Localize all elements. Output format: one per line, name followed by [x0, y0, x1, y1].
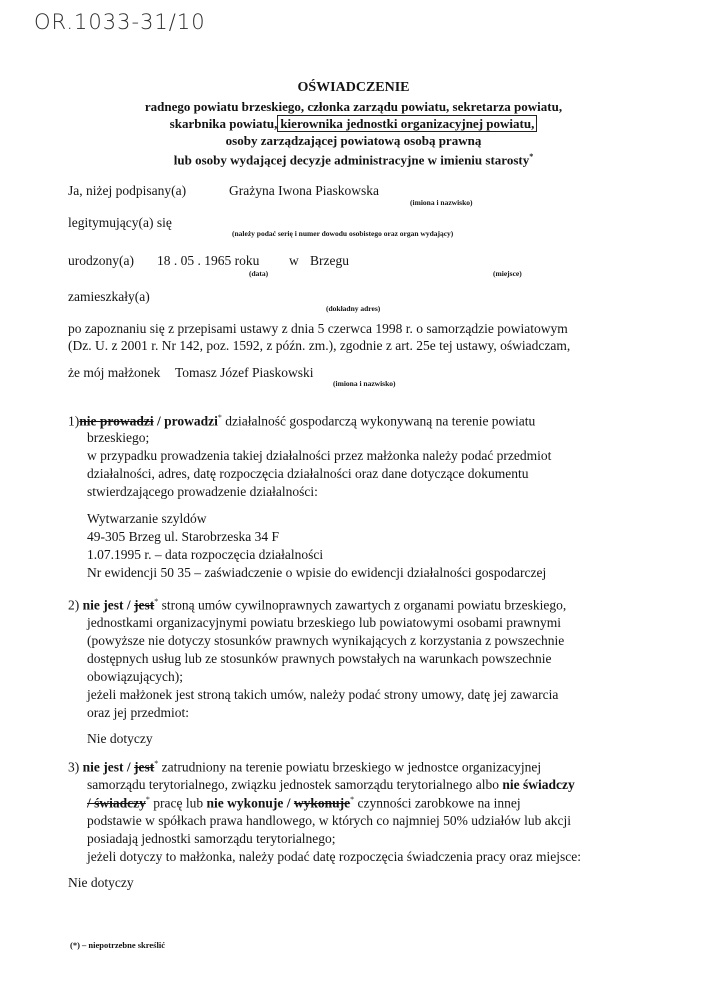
section3-line3-c: czynności zarobkowe na innej [354, 795, 521, 811]
subtitle-line4-text: lub osoby wydającej decyzje administracyjne w imieniu starosty [173, 152, 530, 168]
subtitle-line2 [0, 116, 707, 132]
section2-line: obowiązujących); [87, 669, 183, 684]
section1-answer-line: 1.07.1995 r. – data rozpoczęcia działalności [87, 547, 324, 562]
section2-line: (powyższe nie dotyczy stosunków prawnych wynikających z korzystania z powszechnie [87, 633, 565, 648]
section2-line1 [68, 597, 566, 614]
intro-line2: (Dz. U. z 2001 r. Nr 142, poz. 1592, z późn. zm.), zgodnie z art. 25e tej ustawy, oświadczam, [68, 338, 571, 353]
subtitle-line2-a: skarbnika powiatu, [169, 116, 278, 131]
section2-line: dostępnych usług lub ze stosunków prawnych powstałych na warunkach powszechnie [87, 651, 552, 666]
subtitle-boxed-phrase: kierownika jednostki organizacyjnej powiatu, [277, 115, 537, 132]
section3-number: 3) [68, 759, 80, 775]
section1-rest: działalność gospodarczą wykonywaną na terenie powiatu [221, 413, 536, 429]
section1-line3: w przypadku prowadzenia takiej działalności przez małżonka należy podać przedmiot [87, 448, 552, 463]
spouse-label: że mój małżonek [68, 365, 161, 380]
section3-line2 [87, 777, 575, 793]
section1-asterisk: * [217, 413, 222, 422]
legit-label: legitymujący(a) się [68, 215, 172, 230]
section3-asterisk: * [154, 759, 159, 768]
subtitle-line1: radnego powiatu brzeskiego, członka zarządu powiatu, sekretarza powiatu, [144, 99, 563, 114]
section2-line: oraz jej przedmiot: [87, 705, 189, 720]
address-label: zamieszkały(a) [68, 289, 150, 304]
subtitle-asterisk: * [529, 152, 534, 161]
address-hint: (dokładny adres) [326, 304, 381, 313]
date-hint: (data) [249, 269, 269, 278]
place-hint: (miejsce) [493, 269, 522, 278]
section3-line3 [87, 795, 521, 812]
spouse-hint: (imiona i nazwisko) [333, 379, 396, 388]
section2-rest: stroną umów cywilnoprawnych zawartych z organami powiatu brzeskiego, [158, 597, 567, 613]
section3-struck-option-2: / świadczy [87, 795, 146, 811]
section2-line: jeżeli małżonek jest stroną takich umów, należy podać strony umowy, datę jej zawarcia [87, 687, 559, 702]
subtitle-line3: osoby zarządzającej powiatową osobą prawną [225, 133, 482, 148]
section3-kept-option: nie jest [82, 759, 124, 775]
signer-label: Ja, niżej podpisany(a) [68, 183, 187, 198]
section3-kept-option-2: nie świadczy [502, 777, 575, 792]
section1-line4: działalności, adres, datę rozpoczęcia działalności oraz dane dotyczące dokumentu [87, 466, 529, 481]
section3-line3-a: pracę lub [149, 795, 207, 811]
section1-line2: brzeskiego; [87, 430, 150, 445]
section3-asterisk-2: * [145, 795, 150, 804]
doc-number-handwritten: OR.1033-31/10 [34, 10, 206, 34]
born-place: Brzegu [310, 253, 349, 268]
section1-separator: / [153, 413, 165, 429]
section3-kept-option-3: nie wykonuje [206, 795, 284, 811]
section1-line1 [68, 413, 535, 430]
born-label: urodzony(a) [68, 253, 134, 268]
section3-struck-option-3: wykonuje [293, 795, 351, 811]
subtitle-line4 [0, 149, 707, 168]
section2-answer: Nie dotyczy [87, 731, 153, 746]
section3-line5: posiadają jednostki samorządu terytorialnego; [87, 831, 336, 846]
section2-kept-option: nie jest [82, 597, 124, 613]
section2-line: jednostkami organizacyjnymi powiatu brzeskiego lub powiatowymi osobami prawnymi [87, 615, 562, 630]
document-title: OŚWIADCZENIE [297, 80, 410, 95]
section3-line2-text: samorządu terytorialnego, związku jednostek samorządu terytorialnego albo [87, 777, 503, 792]
section1-answer-line: 49-305 Brzeg ul. Starobrzeska 34 F [87, 529, 279, 544]
section1-line5: stwierdzającego prowadzenie działalności: [87, 484, 318, 499]
intro-line1: po zapoznaniu się z przepisami ustawy z dnia 5 czerwca 1998 r. o samorządzie powiatowym [68, 321, 568, 336]
born-date: 18 . 05 . 1965 roku [157, 253, 260, 268]
section3-struck-option: jest [134, 759, 155, 775]
section1-answer-line: Nr ewidencji 50 35 – zaświadczenie o wpisie do ewidencji działalności gospodarczej [87, 565, 547, 580]
section3-line4: podstawie w spółkach prawa handlowego, w których co najmniej 50% udziałów lub akcji [87, 813, 571, 828]
signer-name-hint: (imiona i nazwisko) [410, 198, 473, 207]
section3-asterisk-3: * [350, 795, 355, 804]
section3-line6: jeżeli dotyczy to małżonka, należy podać datę rozpoczęcia świadczenia pracy oraz miejsce: [87, 849, 581, 864]
section1-number: 1) [68, 413, 80, 429]
section2-asterisk: * [154, 597, 159, 606]
section3-answer: Nie dotyczy [68, 875, 134, 890]
section3-line1 [68, 759, 541, 776]
signer-name: Grażyna Iwona Piaskowska [229, 183, 379, 198]
born-in-label: w [289, 253, 299, 268]
section1-kept-option: prowadzi [164, 413, 218, 429]
legit-hint: (należy podać serię i numer dowodu osobistego oraz organ wydający) [232, 229, 454, 238]
section1-struck-option: nie prowadzi [79, 413, 154, 429]
footnote: (*) – niepotrzebne skreślić [70, 940, 165, 950]
section2-struck-option: jest [134, 597, 155, 613]
section3-rest: zatrudniony na terenie powiatu brzeskiego w jednostce organizacyjnej [158, 759, 542, 775]
section1-answer-line: Wytwarzanie szyldów [87, 511, 207, 526]
section3-separator: / [123, 759, 135, 775]
section2-number: 2) [68, 597, 80, 613]
spouse-name: Tomasz Józef Piaskowski [175, 365, 314, 380]
section2-separator: / [123, 597, 135, 613]
section3-separator-3: / [283, 795, 294, 811]
